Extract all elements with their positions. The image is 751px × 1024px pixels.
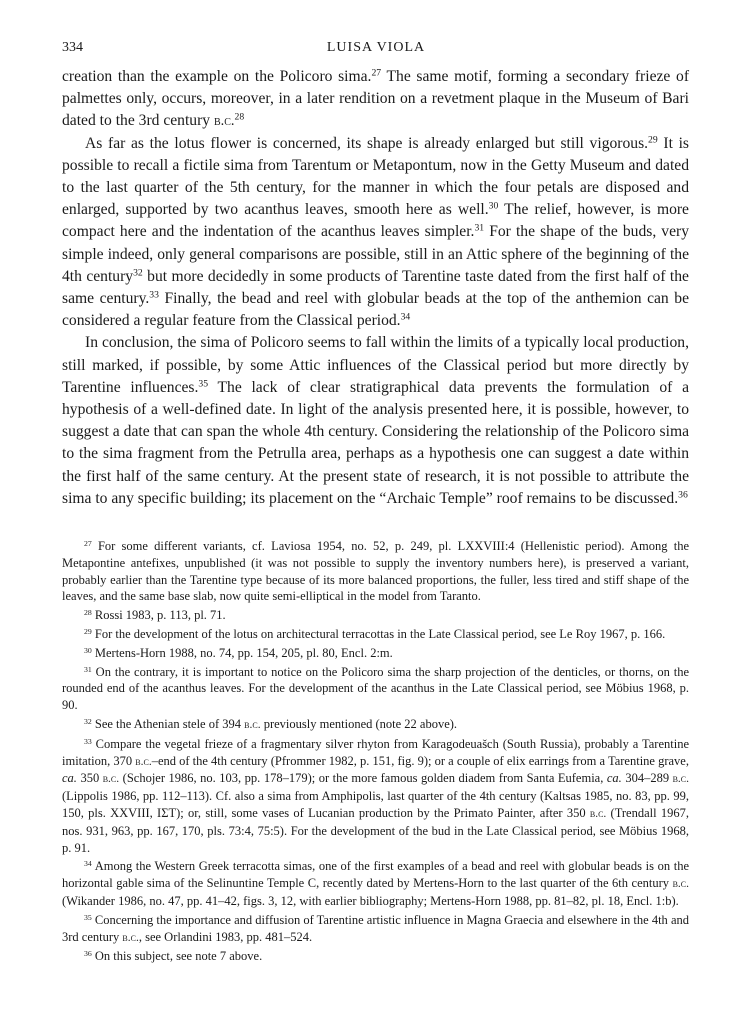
text-run: In conclusion, the sima of Policoro seems to fall within the limits of a typically local production, still marked, if possible, by some Attic influences of the Classical period but more directly by Tarentine influences.: [62, 334, 689, 396]
text-run: The relief, however, is more compact here and the indentation of the acanthus leaves simpler.: [62, 201, 689, 241]
footnote-27: [62, 538, 689, 605]
text-run: Rossi 1983, p. 113, pl. 71.: [94, 608, 226, 623]
running-title: LUISA VIOLA: [326, 40, 426, 55]
small-caps-text: b.c.: [122, 931, 139, 944]
text-run: It is possible to recall a fictile sima from Tarentum or Metapontum, now in the Getty Museum and dated to the last quarter of the 5th century, for the manner in which the four petals are disposed and enlarged, supported by two acanthus leaves, smooth here as well.: [62, 134, 689, 219]
text-run: Mertens-Horn 1988, no. 74, pp. 154, 205, pl. 80, Encl. 2:m.: [94, 645, 393, 660]
small-caps-text: b.c.: [672, 878, 689, 891]
small-caps-text: b.c.: [214, 113, 235, 130]
italic-text: ca.: [62, 771, 77, 786]
body-paragraph: [62, 332, 689, 510]
text-run: 350: [76, 771, 103, 786]
text-run: The same motif, forming a secondary frieze of palmettes only, occurs, moreover, in a later rendition on a revetment plaque in the Museum of Bari dated to the 3rd century: [62, 68, 690, 130]
text-run: On the contrary, it is important to notice on the Policoro sima the sharp projection of the denticles, or thorns, on the rounded end of the acanthus leaves. For the development of the acanthus in the Late Classical period, see Möbius 1968, p. 90.: [62, 664, 690, 713]
small-caps-text: b.c.: [672, 773, 690, 786]
note-reference: 36: [678, 489, 688, 501]
footnote-30: [62, 645, 689, 662]
text-run: (Schojer 1986, no. 103, pp. 178–179); or the more famous golden diadem from Santa Eufemia,: [119, 771, 607, 786]
text-run: Compare the vegetal frieze of a fragmentary silver rhyton from Karagodeuašch (South Russia), probably a Tarentine imitation, 370: [62, 736, 689, 768]
body-paragraph: [62, 66, 689, 133]
small-caps-text: b.c.: [102, 773, 120, 786]
note-reference: 30: [488, 200, 499, 212]
footnote-number: 36: [84, 949, 92, 959]
note-reference: 34: [400, 311, 411, 323]
note-reference: 28: [234, 112, 245, 124]
text-run: The lack of clear stratigraphical data prevents the formulation of a hypothesis of a well-defined date. In light of the analysis presented here, it is possible, however, to suggest a date that can span the whole 4th century. Considering the relationship of the Policoro sima to the sima fragment from the Petrulla area, perhaps as a hypothesis one can suggest a date within the first half of the same century. At the present state of research, it is not possible to attribute the sima to any specific building; its placement on the “Archaic Temple” roof remains to be discussed.: [62, 378, 689, 507]
italic-text: ca.: [606, 771, 622, 786]
text-run: For some different variants, cf. Laviosa 1954, no. 52, p. 249, pl. LXXVIII:4 (Hellenistic period). Among the Metapontine antefixes, unpublished (it was not possible to supply the inventory numbers here), is preserved a variant, probably earlier than the Tarentine type because of its more balanced proportions, the fuller, less tired and stiff shape of the leaves, and the same base slab, now quite semi-elliptical in the model from Taranto.: [62, 539, 690, 604]
text-run: Among the Western Greek terracotta simas, one of the first examples of a bead and reel with globular beads is on the horizontal gable sima of the Selinuntine Temple C, recently dated by Mertens-Horn to the last quarter of the 6th century: [62, 859, 689, 891]
footnote-number: 27: [84, 538, 92, 548]
text-run: 304–289: [621, 771, 673, 786]
text-run: Concerning the importance and diffusion of Tarentine artistic influence in Magna Graecia and elsewhere in the 4th and 3rd century: [62, 912, 689, 944]
footnote-34: [62, 858, 689, 909]
text-run: creation than the example on the Policoro sima.: [62, 68, 372, 85]
text-run: As far as the lotus flower is concerned, its shape is already enlarged but still vigorous.: [85, 134, 649, 152]
footnote-number: 35: [84, 912, 92, 922]
footnote-36: [62, 948, 689, 965]
footnote-number: 31: [84, 664, 92, 674]
note-reference: 31: [474, 223, 485, 235]
footnote-32: [62, 716, 689, 734]
body-paragraph: [62, 133, 689, 333]
footnote-number: 32: [84, 716, 92, 726]
note-reference: 35: [198, 378, 209, 390]
text-run: On this subject, see note 7 above.: [94, 949, 263, 964]
note-reference: 33: [149, 289, 159, 301]
small-caps-text: b.c.: [244, 718, 261, 731]
footnote-number: 29: [84, 626, 92, 636]
text-run: , see Orlandini 1983, pp. 481–524.: [138, 929, 313, 944]
small-caps-text: b.c.: [589, 807, 607, 820]
small-caps-text: b.c.: [135, 755, 152, 768]
text-run: Finally, the bead and reel with globular beads at the top of the anthemion can be considered a regular feature from the Classical period.: [62, 290, 689, 330]
footnote-number: 33: [84, 736, 92, 746]
text-run: For the shape of the buds, very simple indeed, only general comparisons are possible, still in an Attic sphere of the beginning of the 4th century: [62, 223, 690, 285]
note-reference: 32: [133, 267, 143, 279]
footnotes: [62, 538, 689, 967]
footnote-35: [62, 912, 689, 947]
text-run: (Lippolis 1986, pp. 112–113). Cf. also a sima from Amphipolis, last quarter of the 4th century (Kaltsas 1985, no. 83, pp. 99, 150, pls. XXVIII, IΣΤ); or, still, some vases of Lucanian production by the Primato Painter, after 350: [62, 789, 689, 820]
footnote-28: [62, 607, 689, 624]
text-run: See the Athenian stele of 394: [94, 716, 245, 731]
footnote-number: 30: [84, 645, 92, 655]
text-run: previously mentioned (note 22 above).: [260, 716, 458, 731]
text-run: (Trendall 1967, nos. 931, 963, pp. 167, 170, pls. 73:4, 75:5). For the development of the bud in the Late Classical period, see Möbius 1968, p. 91.: [62, 805, 689, 855]
footnote-number: 28: [84, 607, 92, 617]
footnote-33: [62, 736, 689, 857]
footnote-31: [62, 664, 689, 714]
footnote-29: [62, 626, 689, 643]
text-run: (Wikander 1986, no. 47, pp. 41–42, figs. 3, 12, with earlier bibliography; Mertens-Horn 1988, pp. 81–82, pl. 18, Encl. 1:b).: [62, 893, 679, 908]
text-run: For the development of the lotus on architectural terracottas in the Late Classical period, see Le Roy 1967, p. 166.: [94, 626, 666, 641]
note-reference: 29: [648, 134, 658, 146]
running-head: [62, 36, 690, 58]
text-run: –end of the 4th century (Pfrommer 1982, p. 151, fig. 9); or a couple of elix earrings from a Tarentine grave,: [151, 753, 689, 768]
page-number: 334: [62, 40, 83, 55]
footnote-number: 34: [84, 859, 92, 869]
text-run: but more decidedly in some products of Tarentine taste dated from the first half of the same century.: [62, 267, 689, 308]
body-text: [62, 66, 689, 510]
note-reference: 27: [371, 67, 382, 79]
